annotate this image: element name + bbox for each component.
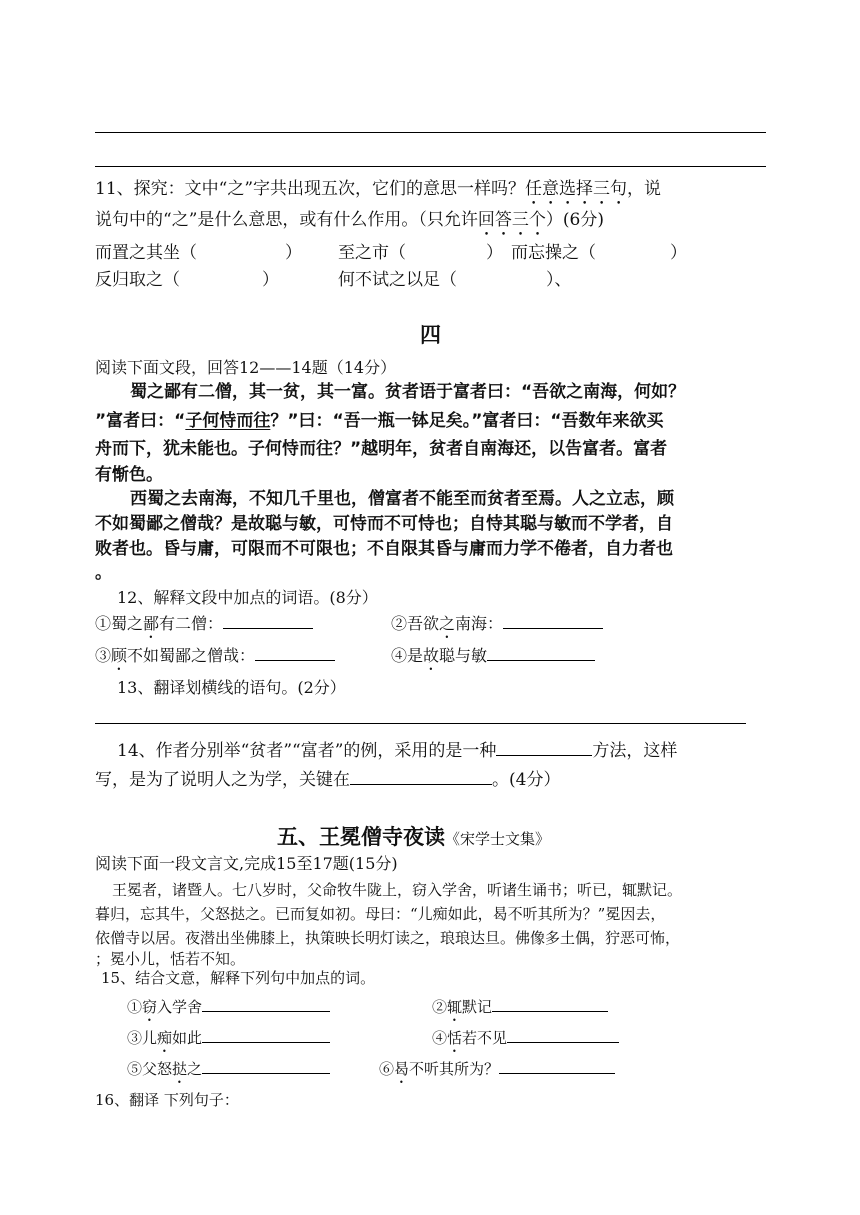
- q12-item-2: ②吾欲之南海：: [391, 611, 603, 642]
- passage-4-line-1: 蜀之鄙有二僧，其一贫，其一富。贫者语于富者曰：“吾欲之南海，何如？: [130, 382, 686, 402]
- q15-item-5: ⑤父怒挞之: [127, 1058, 330, 1087]
- q11-item-3-close: ）: [670, 243, 687, 263]
- q11-item-5: 何不试之以足（: [338, 270, 457, 290]
- passage-4-line-5: 西蜀之去南海，不知几千里也，僧富者不能至而贫者至焉。人之立志，顾: [130, 489, 674, 509]
- q12-item-1: ①蜀之鄙有二僧：: [95, 611, 313, 642]
- q16-prompt: 16、翻译 下列句子：: [95, 1091, 239, 1109]
- q11-line1: 11、探究：文中“之”字共出现五次，它们的意思一样吗？任意选择三句，说: [95, 179, 662, 199]
- q12-item-4: ④是故聪与敏: [391, 643, 595, 674]
- passage-4-line-6: 不如蜀鄙之僧哉？是故聪与敏，可恃而不可恃也；自恃其聪与敏而不学者，自: [95, 514, 673, 534]
- passage-4-line-7: 败者也。昏与庸，可限而不可限也；不自限其昏与庸而力学不倦者，自力者也: [95, 539, 673, 559]
- passage-4-line-3: 舟而下，犹未能也。子何恃而往？”越明年，贫者自南海还，以告富者。富者: [95, 439, 668, 459]
- section-4-intro: 阅读下面文段，回答12——14题（14分）: [95, 358, 397, 377]
- answer-line-2: [95, 166, 766, 167]
- q15-item-3: ③儿痴如此: [127, 1027, 330, 1056]
- q12-item-3: ③顾不如蜀鄙之僧哉：: [95, 643, 335, 674]
- answer-blank[interactable]: [507, 1028, 619, 1043]
- q14-line-2: 写，是为了说明人之为学，关键在 。(4分）: [95, 770, 561, 790]
- answer-blank[interactable]: [350, 770, 492, 785]
- answer-blank[interactable]: [255, 646, 335, 661]
- answer-blank[interactable]: [223, 614, 313, 629]
- q15-item-2: ②辄默记: [432, 996, 608, 1025]
- q11-item-2: 至之市（: [338, 243, 406, 263]
- q15-prompt: 15、结合文意，解释下列句中加点的词。: [101, 969, 376, 987]
- answer-blank[interactable]: [202, 1059, 330, 1074]
- passage-4-line-2: ”富者曰：“子何恃而往？”曰：“吾一瓶一钵足矣。”富者曰：“吾数年来欲买: [95, 411, 664, 431]
- q11-item-4-close: ）: [262, 270, 279, 290]
- answer-line-1: [95, 132, 766, 133]
- passage-4-line-8: 。: [95, 563, 112, 583]
- q11-item-1: 而置之其坐（: [95, 243, 197, 263]
- section-5-intro: 阅读下面一段文言文,完成15至17题(15分): [95, 854, 398, 873]
- q11-item-4: 反归取之（: [95, 270, 180, 290]
- passage-5-line-3: 依僧寺以居。夜潜出坐佛膝上，执策映长明灯读之，琅琅达旦。佛像多土偶，狞恶可怖，: [95, 929, 681, 947]
- source-note: 《宋学士文集》: [445, 830, 551, 848]
- underlined-sentence: 子何恃而往: [185, 411, 271, 431]
- q15-item-6: ⑥曷不听其所为？: [379, 1058, 615, 1087]
- q11-item-5-close: ）、: [546, 270, 572, 290]
- answer-blank[interactable]: [202, 1028, 330, 1043]
- answer-blank[interactable]: [202, 997, 330, 1012]
- q15-item-1: ①窃入学舍: [127, 996, 330, 1025]
- passage-5-line-2: 暮归，忘其牛，父怒挞之。已而复如初。母曰：“儿痴如此，曷不听其所为？”冕因去，: [95, 905, 666, 923]
- section-5-heading: 五、王冕僧寺夜读《宋学士文集》: [277, 825, 551, 849]
- q12-prompt: 12、解释文段中加点的词语。(8分）: [117, 588, 378, 607]
- passage-4-line-4: 有惭色。: [95, 465, 163, 485]
- answer-blank[interactable]: [492, 997, 608, 1012]
- q11-item-2-close: ）: [486, 243, 503, 263]
- answer-blank[interactable]: [496, 741, 592, 756]
- q13-answer-line[interactable]: [95, 723, 746, 724]
- q14-line-1: 14、作者分别举“贫者”“富者”的例，采用的是一种 方法，这样: [117, 741, 678, 761]
- answer-blank[interactable]: [499, 1059, 615, 1074]
- answer-blank[interactable]: [487, 646, 595, 661]
- passage-5-line-1: 王冕者，诸暨人。七八岁时，父命牧牛陇上，窃入学舍，听诸生诵书；听已，辄默记。: [112, 881, 683, 899]
- passage-5-line-4: ；冕小儿，恬若不知。: [95, 950, 246, 968]
- q11-line2: 说句中的“之”是什么意思，或有什么作用。（只允许回答三个）(6分): [95, 210, 604, 230]
- q11-item-3: 而忘操之（: [511, 243, 596, 263]
- section-4-heading: 四: [420, 323, 441, 347]
- q13-prompt: 13、翻译划横线的语句。(2分）: [117, 678, 346, 697]
- answer-blank[interactable]: [503, 614, 603, 629]
- q11-item-1-close: ）: [285, 243, 302, 263]
- q15-item-4: ④恬若不见: [432, 1027, 619, 1056]
